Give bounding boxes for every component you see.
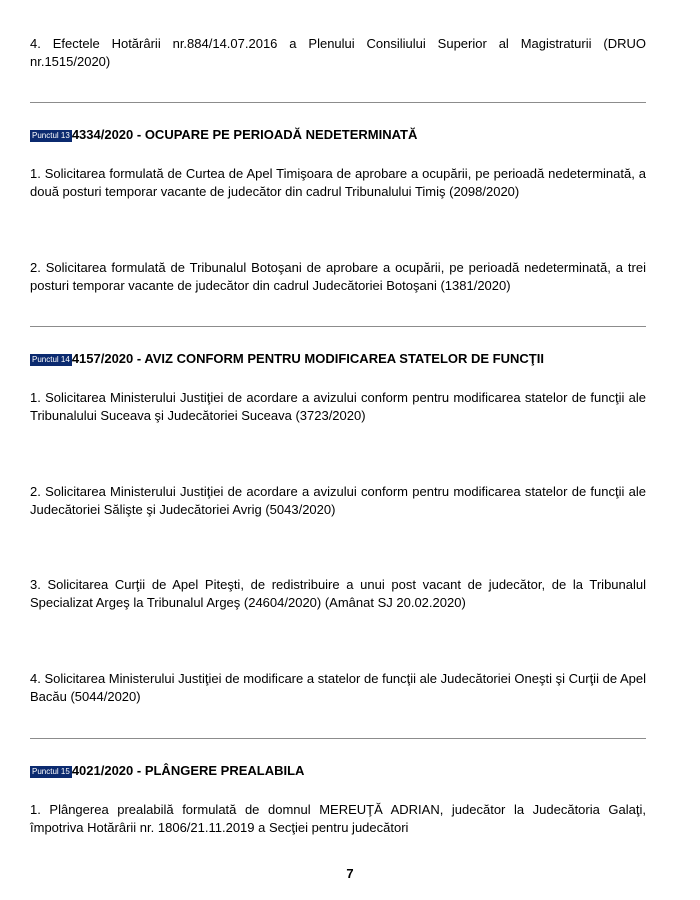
section-15-item-1: 1. Plângerea prealabilă formulată de domnul MEREUŢĂ ADRIAN, judecător la Judecătoria Galaţi, împotriva Hotărârii nr. 1806/21.11.2019 a Secţiei pentru judecători: [30, 802, 646, 835]
section-heading-13: [30, 126, 646, 144]
section-14-item-1: 1. Solicitarea Ministerului Justiţiei de acordare a avizului conform pentru modificarea statelor de funcţii ale Tribunalului Suceava şi Judecătoriei Suceava (3723/2020): [30, 390, 646, 423]
separator: [30, 102, 646, 103]
section-13-item-1: 1. Solicitarea formulată de Curtea de Apel Timişoara de aprobare a ocupării, pe perioadă nedeterminată, a două posturi temporar vacante de judecător din cadrul Tribunalului Timiş (2098/2020): [30, 166, 646, 199]
section-heading-14: [30, 350, 646, 368]
section-14-item-2: 2. Solicitarea Ministerului Justiţiei de acordare a avizului conform pentru modificarea statelor de funcţii ale Judecătoriei Sălişte şi Judecătoriei Avrig (5043/2020): [30, 484, 646, 517]
separator: [30, 738, 646, 739]
section-badge-15: Punctul 15: [32, 767, 70, 776]
page-number: 7: [346, 866, 354, 881]
section-title-14: 4157/2020 - AVIZ CONFORM PENTRU MODIFICAREA STATELOR DE FUNCŢII: [71, 351, 544, 366]
section-13-item-2: 2. Solicitarea formulată de Tribunalul Botoşani de aprobare a ocupării, pe perioadă nedeterminată, a trei posturi temporar vacante de judecător din cadrul Judecătoriei Botoşani (1381/2020): [30, 260, 646, 293]
section-14-item-4: 4. Solicitarea Ministerului Justiţiei de modificare a statelor de funcţii ale Judecătoriei Oneşti şi Curţii de Apel Bacău (5044/2020): [30, 671, 646, 704]
separator: [30, 326, 646, 327]
section-title-13: 4334/2020 - OCUPARE PE PERIOADĂ NEDETERMINATĂ: [71, 127, 418, 142]
section-badge-13: Punctul 13: [32, 131, 70, 140]
section-badge-14: Punctul 14: [32, 355, 70, 364]
item-prev-4: 4. Efectele Hotărârii nr.884/14.07.2016 a Plenului Consiliului Superior al Magistraturii (DRUO nr.1515/2020): [30, 36, 646, 69]
section-heading-15: [30, 762, 646, 780]
section-14-item-3: 3. Solicitarea Curţii de Apel Piteşti, de redistribuire a unui post vacant de judecător, de la Tribunalul Specializat Argeş la Tribunalul Argeş (24604/2020) (Amânat SJ 20.02.2020): [30, 577, 646, 610]
section-title-15: 4021/2020 - PLÂNGERE PREALABILA: [71, 763, 305, 778]
